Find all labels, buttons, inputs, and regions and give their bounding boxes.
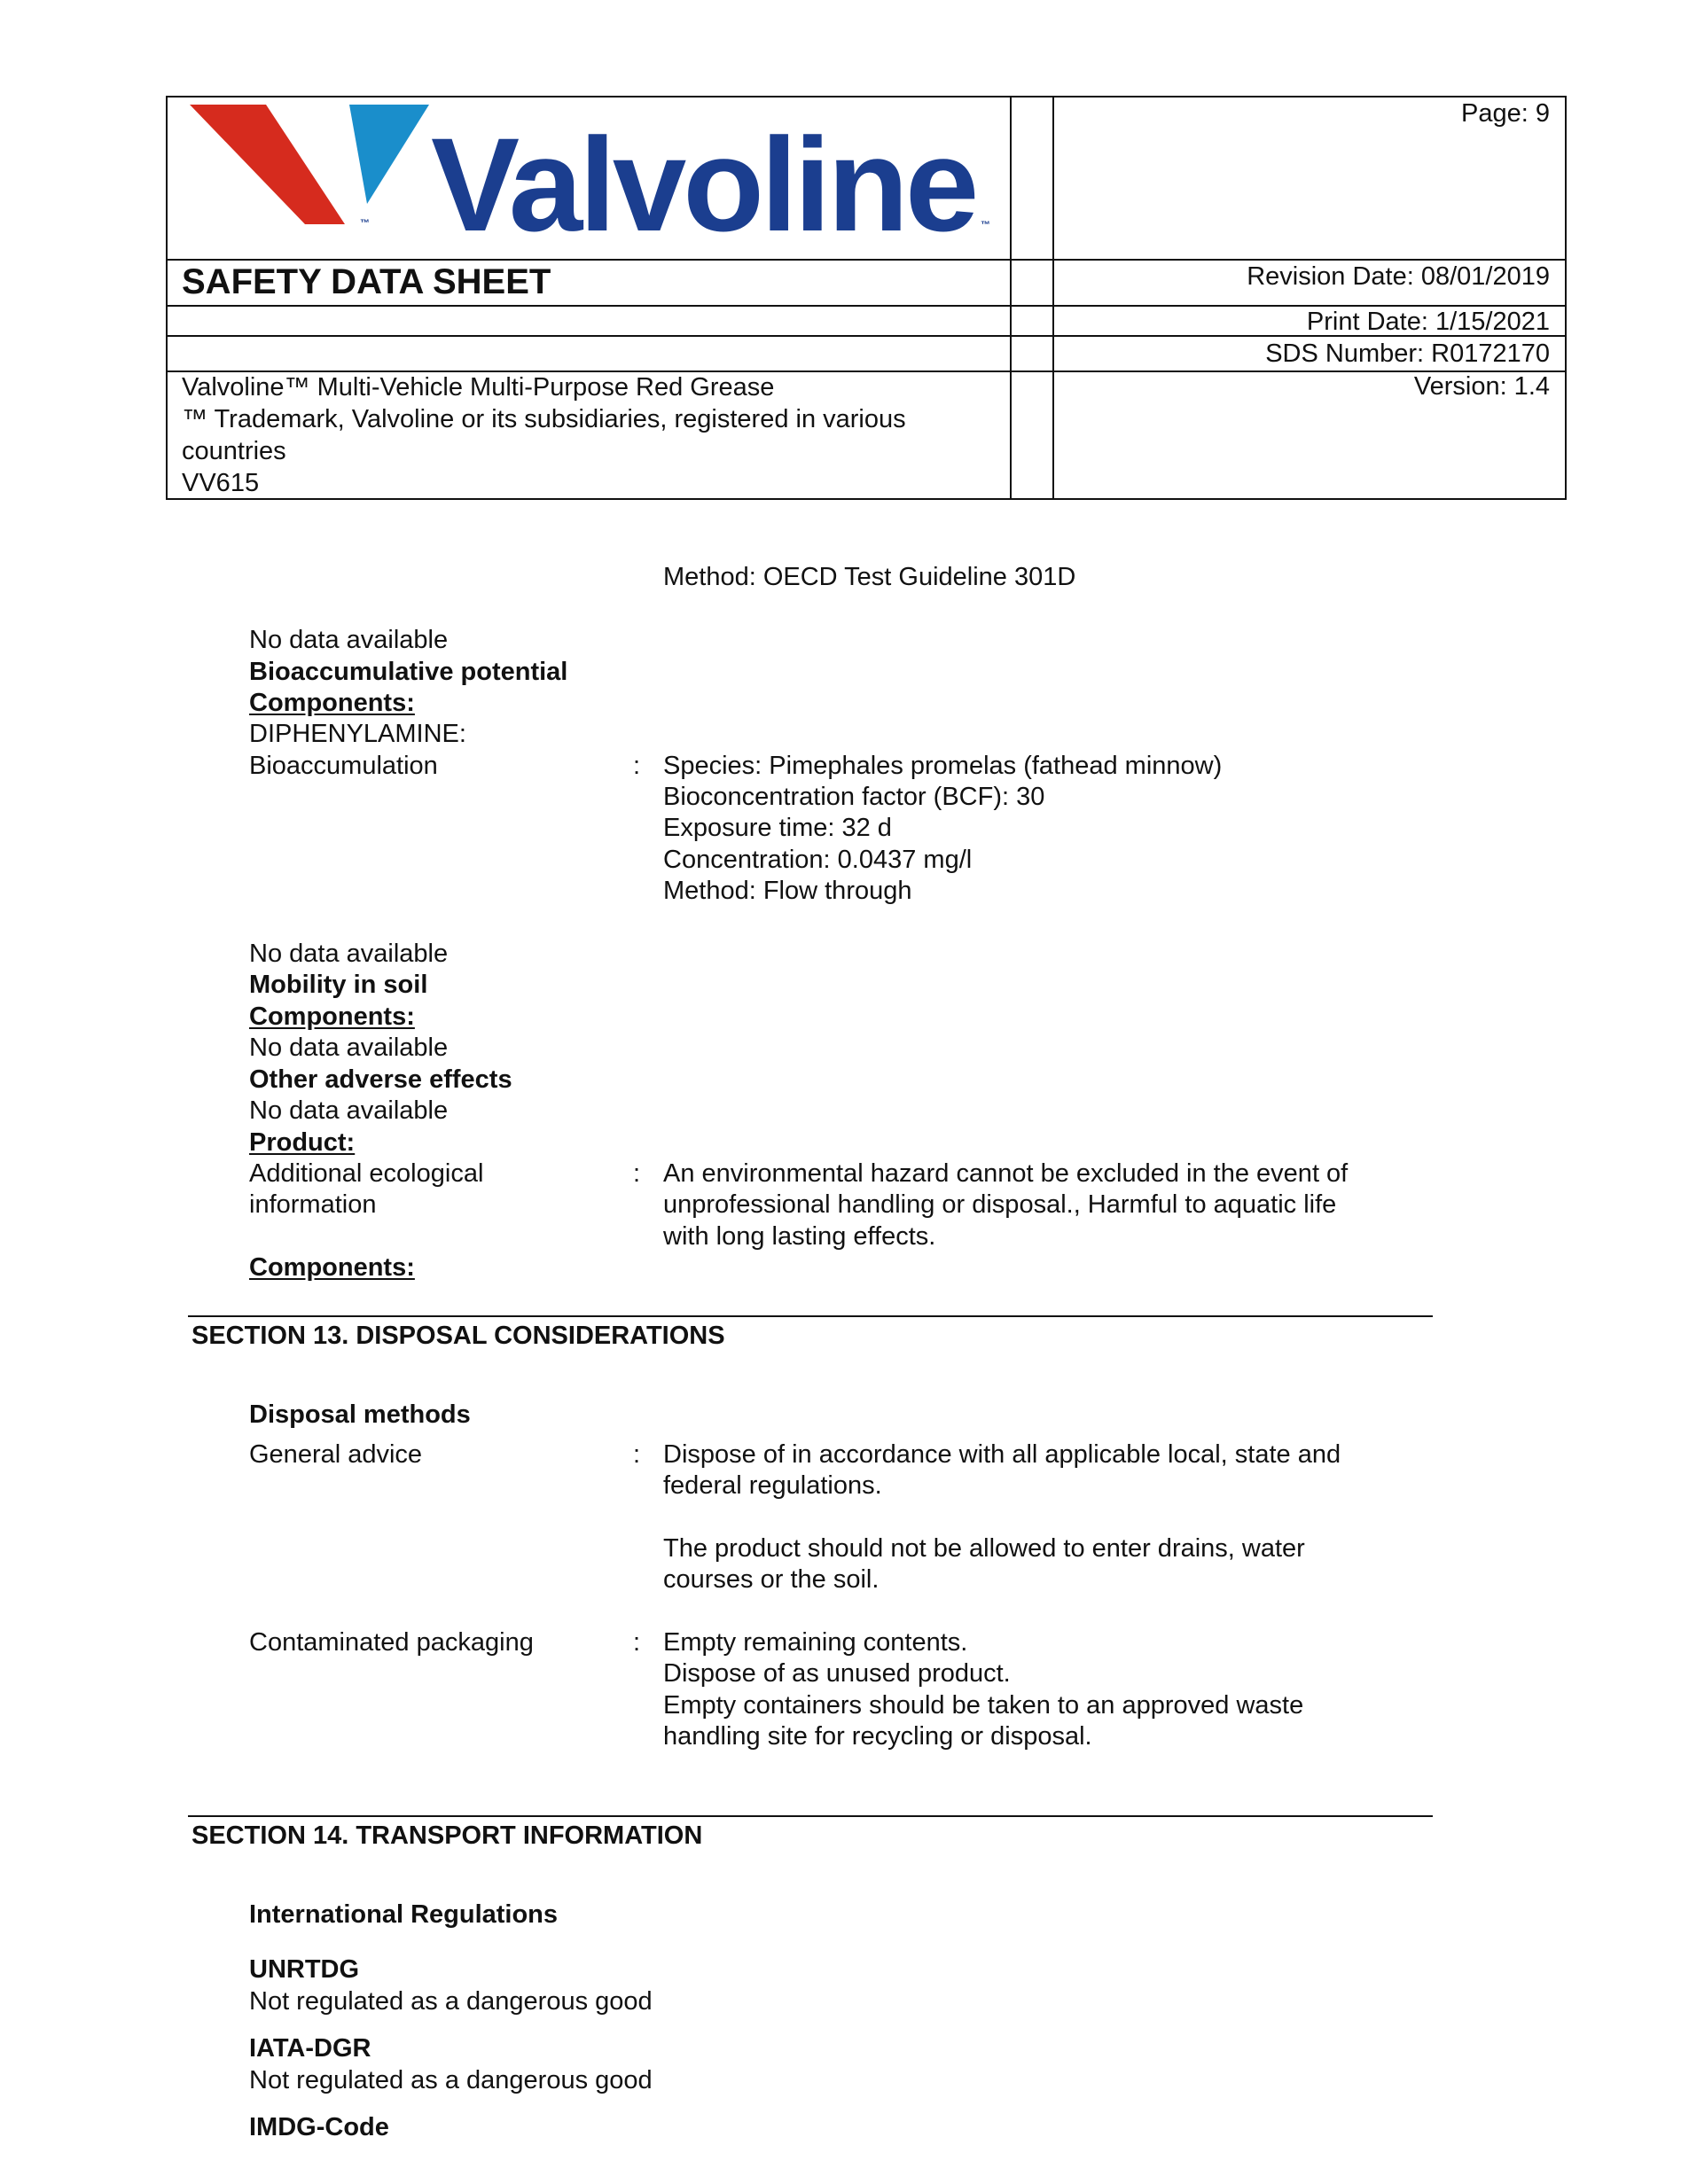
- unrtdg-value: Not regulated as a dangerous good: [249, 1987, 653, 2016]
- print-date: Print Date: 1/15/2021: [1306, 308, 1550, 336]
- additional-eco-label: Additional ecological: [249, 1159, 484, 1188]
- version: Version: 1.4: [1413, 372, 1550, 401]
- value-line: The product should not be allowed to enter drains, water: [663, 1534, 1305, 1563]
- sds-number: SDS Number: R0172170: [1265, 339, 1550, 368]
- valvoline-wordmark: Valvoline: [431, 110, 976, 259]
- product-line: ™ Trademark, Valvoline or its subsidiaries, registered in various: [182, 405, 906, 433]
- imdg-heading: IMDG-Code: [249, 2113, 389, 2141]
- value-line: Dispose of as unused product.: [663, 1659, 1011, 1688]
- disposal-methods-heading: Disposal methods: [249, 1400, 471, 1429]
- value-line: handling site for recycling or disposal.: [663, 1722, 1092, 1751]
- section-divider: [188, 1815, 1433, 1817]
- value-line: with long lasting effects.: [663, 1222, 936, 1251]
- valvoline-v-mark-icon: [190, 105, 429, 238]
- value-line: Concentration: 0.0437 mg/l: [663, 846, 973, 874]
- value-line: federal regulations.: [663, 1471, 882, 1500]
- product-line: VV615: [182, 469, 260, 497]
- no-data-text: No data available: [249, 940, 449, 968]
- colon: :: [633, 752, 641, 780]
- component-name: DIPHENYLAMINE:: [249, 720, 466, 748]
- value-line: Empty containers should be taken to an approved waste: [663, 1691, 1304, 1720]
- document-title: SAFETY DATA SHEET: [182, 262, 551, 301]
- colon: :: [633, 1159, 641, 1188]
- value-line: Empty remaining contents.: [663, 1628, 968, 1657]
- no-data-text: No data available: [249, 1034, 449, 1062]
- additional-eco-label: information: [249, 1190, 377, 1219]
- value-line: unprofessional handling or disposal., Harmful to aquatic life: [663, 1190, 1337, 1219]
- product-heading: Product:: [249, 1128, 356, 1157]
- colon: :: [633, 1440, 641, 1469]
- value-line: Dispose of in accordance with all applicable local, state and: [663, 1440, 1341, 1469]
- international-regulations-heading: International Regulations: [249, 1900, 559, 1929]
- bioaccumulation-label: Bioaccumulation: [249, 752, 438, 780]
- colon: :: [633, 1628, 641, 1657]
- iata-heading: IATA-DGR: [249, 2034, 371, 2063]
- components-heading: Components:: [249, 1002, 415, 1031]
- valvoline-v-tm: ™: [360, 218, 370, 229]
- unrtdg-heading: UNRTDG: [249, 1955, 360, 1984]
- value-line: courses or the soil.: [663, 1565, 880, 1594]
- product-line: Valvoline™ Multi-Vehicle Multi-Purpose Red Grease: [182, 373, 775, 402]
- general-advice-label: General advice: [249, 1440, 423, 1469]
- contaminated-packaging-label: Contaminated packaging: [249, 1628, 534, 1657]
- method-301d: Method: OECD Test Guideline 301D: [663, 563, 1076, 591]
- page-number: Page: 9: [1461, 99, 1550, 128]
- bioaccumulative-heading: Bioaccumulative potential: [249, 658, 568, 686]
- no-data-text: No data available: [249, 626, 449, 654]
- value-line: Species: Pimephales promelas (fathead minnow): [663, 752, 1223, 780]
- components-heading: Components:: [249, 689, 415, 717]
- revision-date: Revision Date: 08/01/2019: [1247, 262, 1550, 291]
- mobility-heading: Mobility in soil: [249, 971, 428, 999]
- valvoline-wordmark-tm: ™: [981, 220, 990, 230]
- components-heading: Components:: [249, 1253, 415, 1282]
- value-line: Exposure time: 32 d: [663, 814, 892, 842]
- iata-value: Not regulated as a dangerous good: [249, 2066, 653, 2094]
- section-14-title: SECTION 14. TRANSPORT INFORMATION: [192, 1821, 703, 1850]
- section-divider: [188, 1315, 1433, 1317]
- value-line: Bioconcentration factor (BCF): 30: [663, 783, 1045, 811]
- other-adverse-heading: Other adverse effects: [249, 1065, 512, 1094]
- value-line: An environmental hazard cannot be excluded in the event of: [663, 1159, 1349, 1188]
- section-13-title: SECTION 13. DISPOSAL CONSIDERATIONS: [192, 1322, 725, 1350]
- no-data-text: No data available: [249, 1096, 449, 1125]
- product-line: countries: [182, 437, 286, 465]
- value-line: Method: Flow through: [663, 877, 912, 905]
